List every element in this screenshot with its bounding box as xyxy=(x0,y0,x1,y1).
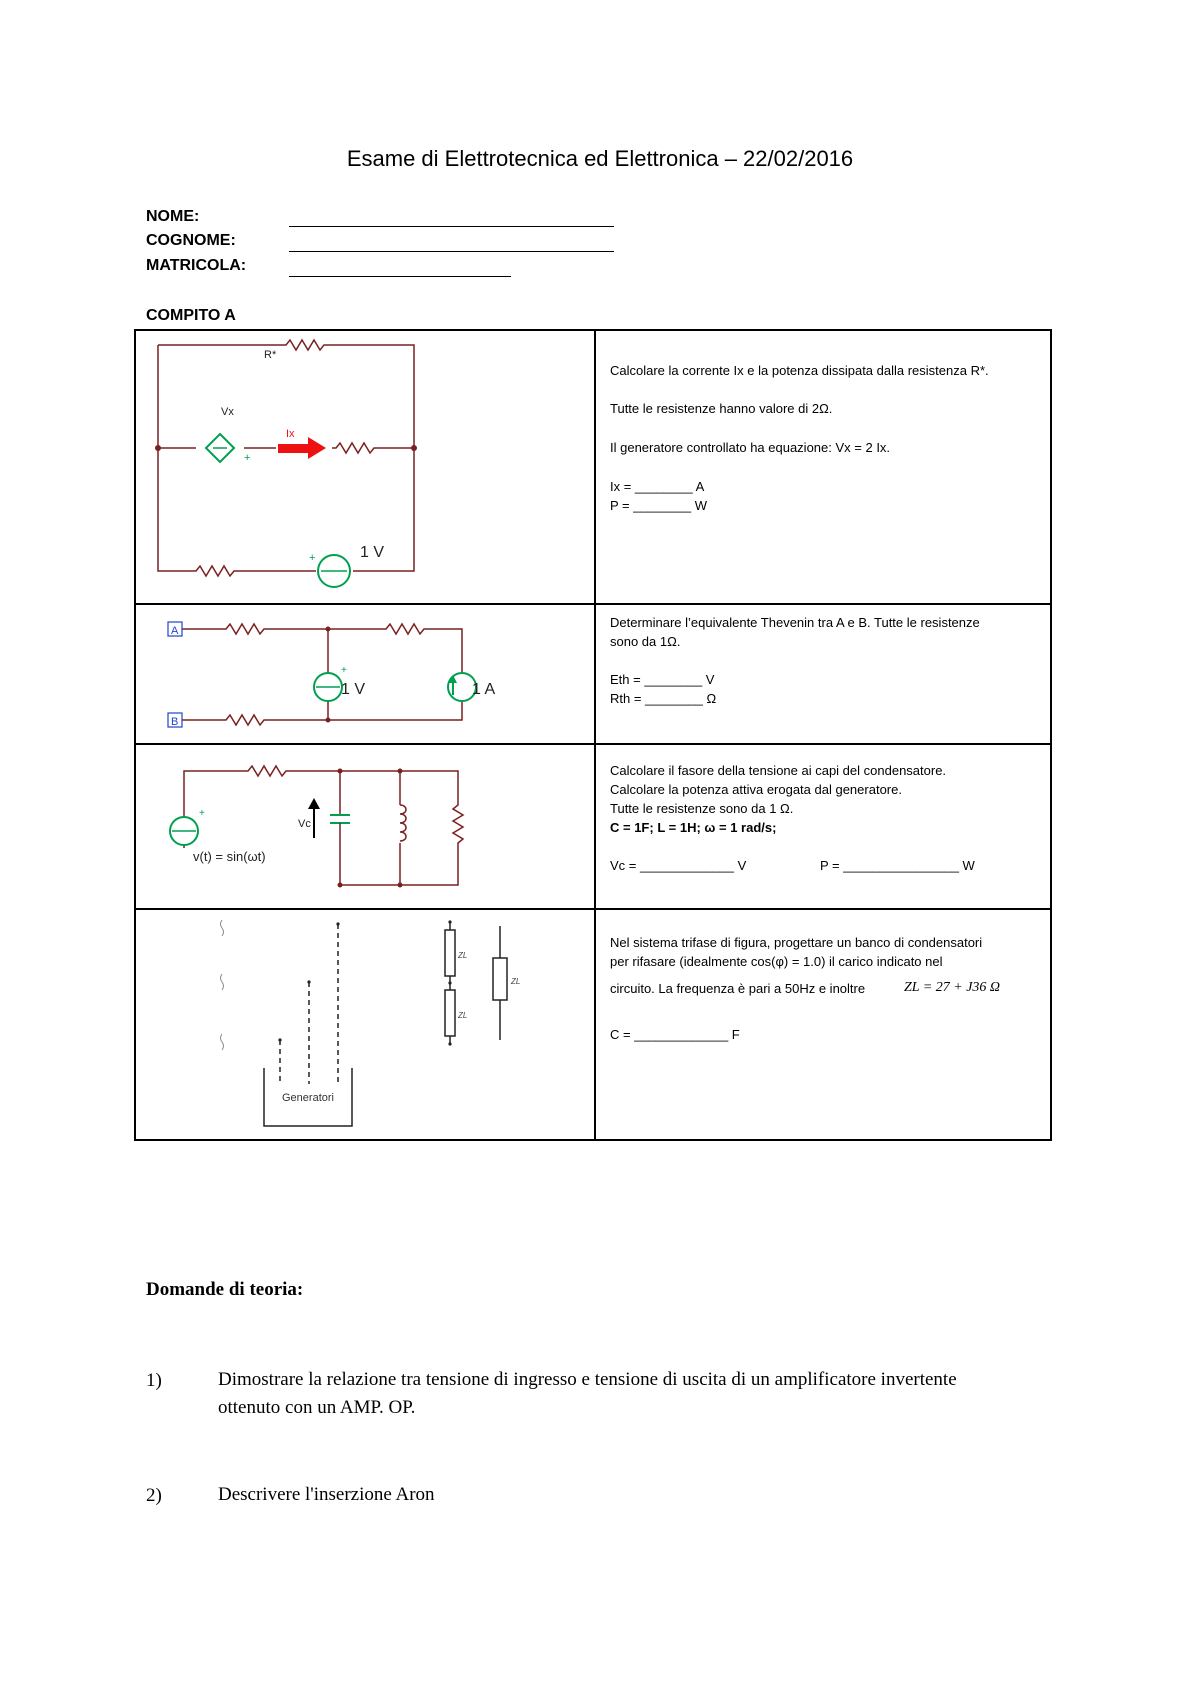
question-2-text: Descrivere l'inserzione Aron xyxy=(218,1484,435,1505)
problem-2-answer-eth: Eth = ________ V xyxy=(610,672,715,687)
capacitor xyxy=(330,815,350,831)
circuit-4 xyxy=(136,908,594,1141)
z-label-2: ZL xyxy=(458,1011,468,1020)
problem-1-text-3: Il generatore controllato ha equazione: Vx = 2 Ix. xyxy=(610,440,891,455)
ac-source xyxy=(170,808,205,845)
problem-3-text-1: Calcolare il fasore della tensione ai capi del condensatore. xyxy=(610,763,947,778)
svg-text:+: + xyxy=(309,552,316,564)
field-label-matricola: MATRICOLA: xyxy=(146,257,247,274)
i-source-label: 1 A xyxy=(472,681,496,698)
problem-1-answer-ix: Ix = ________ A xyxy=(610,479,705,494)
question-1-text: Dimostrare la relazione tra tensione di ingresso e tensione di uscita di un amplificatore invertente ottenuto con un AMP. OP. xyxy=(218,1369,957,1418)
problem-2-answer-rth: Rth = ________ Ω xyxy=(610,691,717,706)
field-line-matricola[interactable] xyxy=(289,276,511,277)
load-impedances xyxy=(445,922,507,1044)
node-a: A xyxy=(171,625,179,637)
problem-3-text-3: Tutte le resistenze sono da 1 Ω. xyxy=(610,801,794,816)
question-2-number: 2) xyxy=(146,1485,162,1506)
node-b: B xyxy=(171,716,179,728)
r-star-label: R* xyxy=(264,349,277,361)
source-label: v(t) = sin(ωt) xyxy=(193,849,266,864)
field-line-cognome[interactable] xyxy=(289,251,614,252)
compito-label: COMPITO A xyxy=(146,307,236,324)
generator-label: Generatori xyxy=(282,1092,334,1104)
problem-4-text-1: Nel sistema trifase di figura, progettare un banco di condensatori xyxy=(610,935,983,950)
problem-1-answer-p: P = ________ W xyxy=(610,498,707,513)
vx-label: Vx xyxy=(221,406,234,418)
problem-1-text-1: Calcolare la corrente Ix e la potenza dissipata dalla resistenza R*. xyxy=(610,363,989,378)
svg-text:+: + xyxy=(341,665,347,676)
field-line-nome[interactable] xyxy=(289,226,614,227)
z-label-3: ZL xyxy=(511,977,521,986)
vc-label: Vc xyxy=(298,818,311,830)
field-label-nome: NOME: xyxy=(146,208,200,225)
problem-2-text-1: Determinare l’equivalente Thevenin tra A e B. Tutte le resistenze xyxy=(610,615,980,630)
circuit-3 xyxy=(136,743,594,908)
problem-4-answer-c: C = _____________ F xyxy=(610,1027,740,1042)
circuit-2 xyxy=(136,603,594,743)
voltage-source xyxy=(309,552,350,587)
problem-table xyxy=(134,329,1052,1141)
svg-text:+: + xyxy=(199,808,205,819)
circuit-1 xyxy=(136,331,594,603)
v-source-label: 1 V xyxy=(341,681,366,698)
question-1-number: 1) xyxy=(146,1370,162,1391)
source-1v-label: 1 V xyxy=(360,544,385,561)
theory-title: Domande di teoria: xyxy=(146,1279,304,1300)
field-label-cognome: COGNOME: xyxy=(146,232,236,249)
problem-2-text-2: sono da 1Ω. xyxy=(610,634,681,649)
problem-3-answer-vc: Vc = _____________ V xyxy=(610,858,747,873)
z-label-1: ZL xyxy=(458,951,468,960)
problem-4-text-3: circuito. La frequenza è pari a 50Hz e inoltre xyxy=(610,981,866,996)
page-title: Esame di Elettrotecnica ed Elettronica – 22/02/2016 xyxy=(346,146,854,171)
svg-text:+: + xyxy=(244,452,251,464)
ix-label: Ix xyxy=(286,428,295,440)
problem-3-text-4: C = 1F; L = 1H; ω = 1 rad/s; xyxy=(610,820,777,835)
problem-3-text-2: Calcolare la potenza attiva erogata dal generatore. xyxy=(610,782,902,797)
table-divider-vertical xyxy=(594,331,596,1139)
impedance-formula: ZL = 27 + J36 Ω xyxy=(904,980,1001,995)
problem-3-answer-p: P = ________________ W xyxy=(820,858,975,873)
dependent-source xyxy=(206,434,250,464)
problem-1-text-2: Tutte le resistenze hanno valore di 2Ω. xyxy=(610,401,833,416)
problem-4-text-2: per rifasare (idealmente cos(φ) = 1.0) il carico indicato nel xyxy=(610,954,943,969)
ix-arrow xyxy=(278,437,326,459)
